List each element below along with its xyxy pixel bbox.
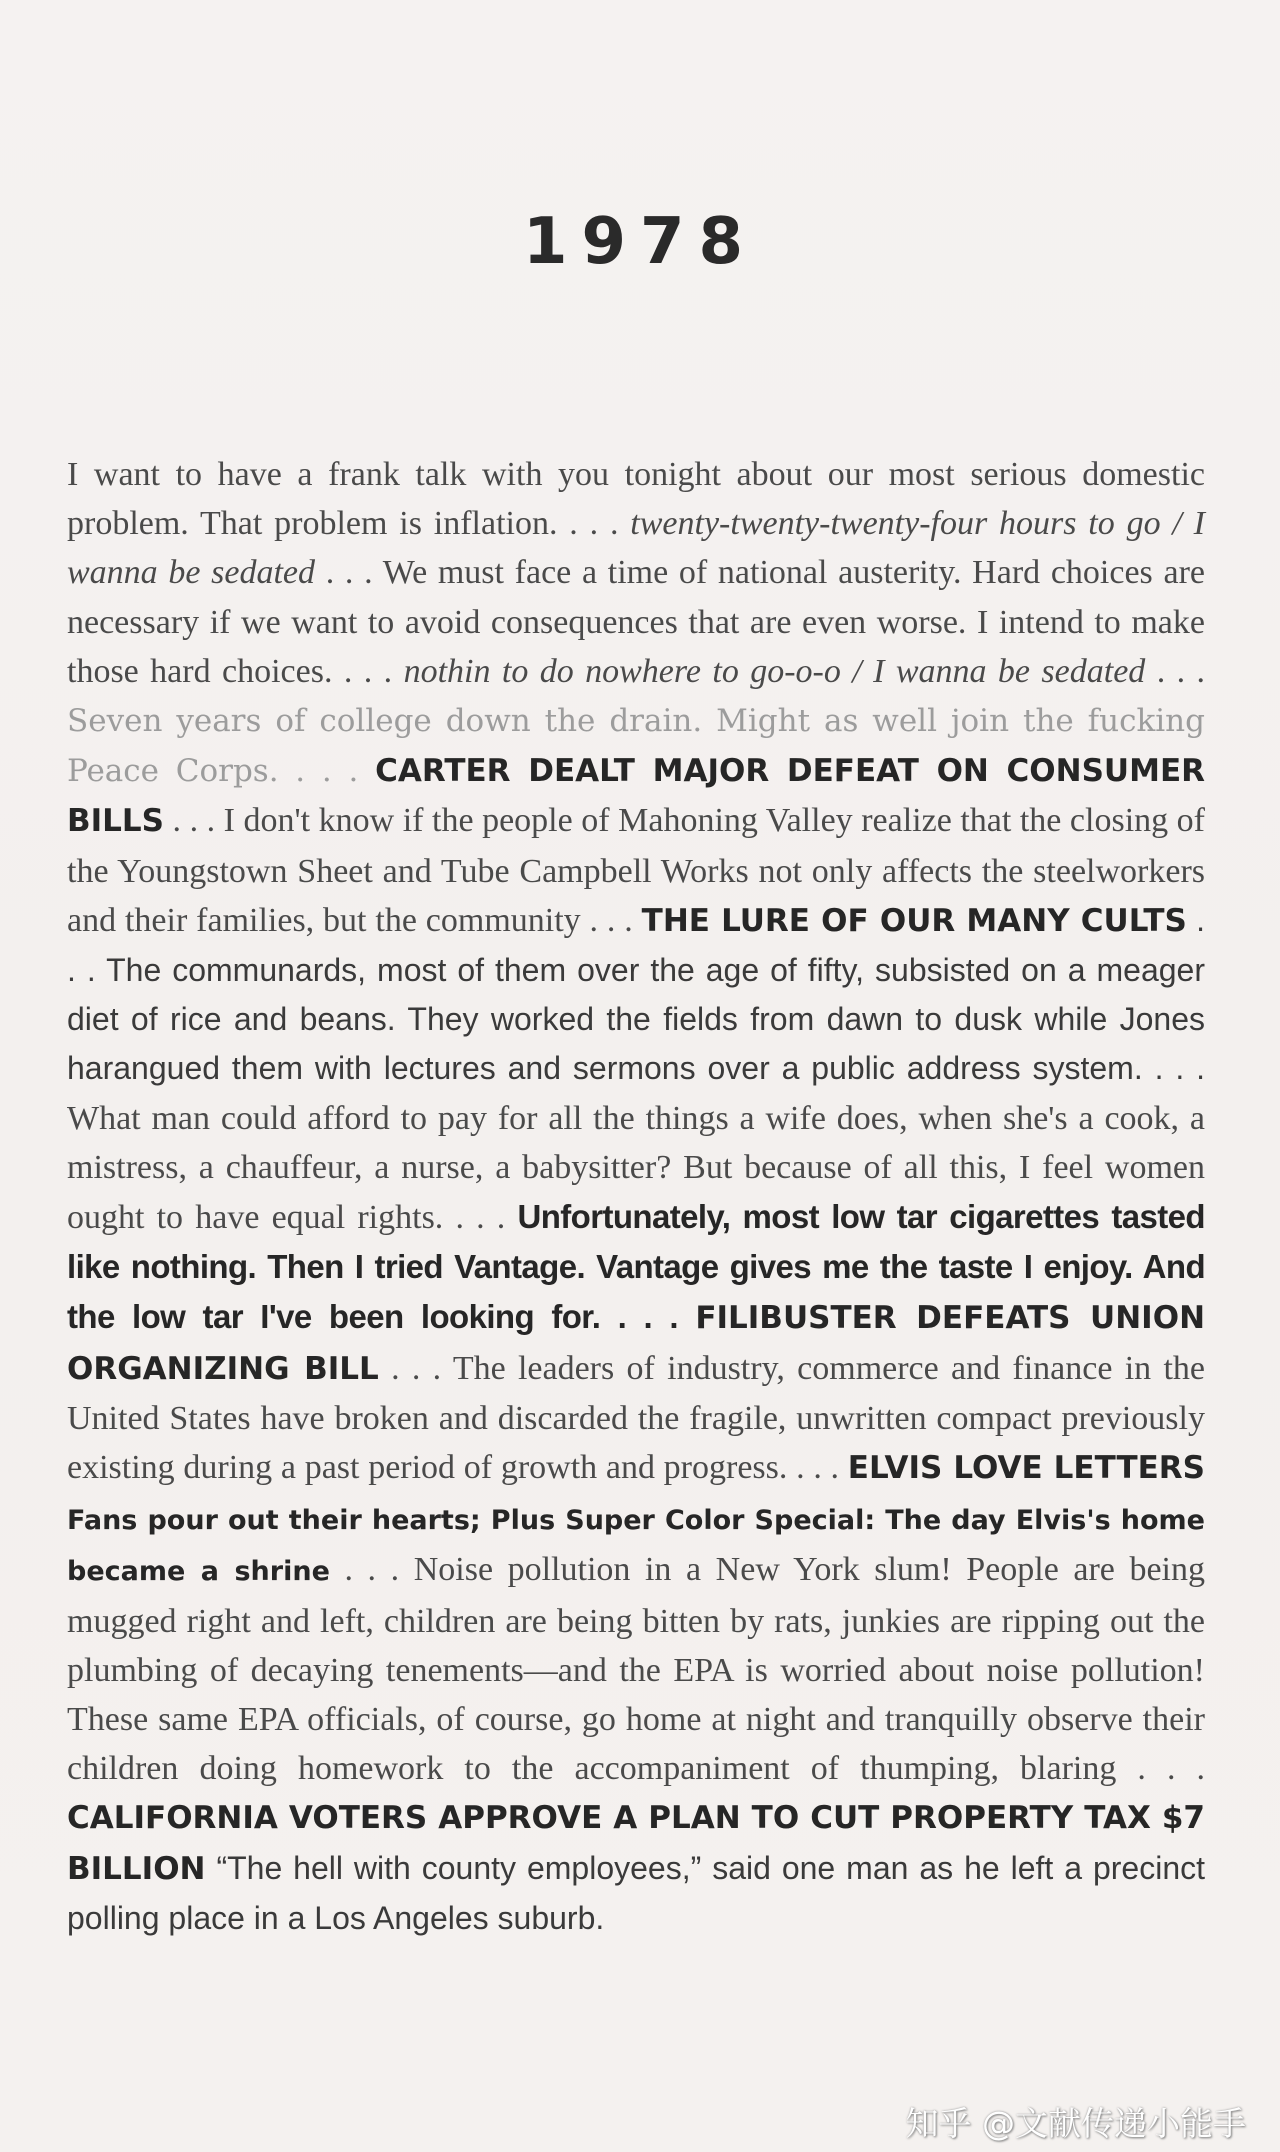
text-segment: . . . Noise pollution in a New York slum! People are being mugged right and left, children are being bitten by rats, junkies are ripping out the plumbing of decaying tenements—and the EPA is worried about noise pollution! These same EPA officials, of course, go home at night and tranquilly observe their children doing homework to the accompaniment of thumping, blaring . . .: [67, 1551, 1205, 1788]
text-segment: . . .: [1145, 652, 1206, 690]
text-segment: I want to have a frank talk with you tonight about our most serious domestic problem. That problem is inflation. . . .: [67, 456, 1205, 543]
headline-segment: ELVIS LOVE LETTERS: [847, 1450, 1205, 1487]
headline-segment: CARTER DEALT MAJOR DEFEAT ON CONSUMER BILLS: [67, 753, 1205, 840]
watermark: 知乎 @文献传递小能手: [905, 2104, 1246, 2143]
faint-text-segment: Seven years of college down the drain. Might as well join the fucking Peace Corps. . . .: [67, 703, 1205, 790]
song-lyric-segment: nothin to do nowhere to go-o-o / I wanna be sedated: [403, 652, 1146, 690]
sans-text-segment: . . . The communards, most of them over the age of fifty, subsisted on a meager diet of rice and beans. They worked the fields from dawn to dusk while Jones harangued them with lectures and sermons over a public address system. . . .: [67, 901, 1206, 1087]
headline-segment: FILIBUSTER DEFEATS UNION ORGANIZING BILL: [67, 1300, 1206, 1387]
chapter-body-text: [67, 450, 1205, 1943]
subheadline-segment: Fans pour out their hearts; Plus Super Color Special: The day Elvis's home became a shrine: [67, 1505, 1205, 1588]
song-lyric-segment: twenty-twenty-twenty-four hours to go / I wanna be sedated: [67, 505, 1206, 592]
sans-text-segment: “The hell with county employees,” said one man as he left a precinct polling place in a Los Angeles suburb.: [67, 1849, 1205, 1936]
text-segment: . . . We must face a time of national austerity. Hard choices are necessary if we want to avoid consequences that are even worse. I intend to make those hard choices. . . .: [67, 554, 1205, 690]
text-segment: . . . I don't know if the people of Mahoning Valley realize that the closing of the Youngstown Sheet and Tube Campbell Works not only affects the steelworkers and their families, but the community . . .: [67, 802, 1205, 939]
text-segment: What man could afford to pay for all the things a wife does, when she's a cook, a mistress, a chauffeur, a nurse, a babysitter? But because of all this, I feel women ought to have equal rights. . . .: [67, 1099, 1205, 1237]
headline-segment: THE LURE OF OUR MANY CULTS: [641, 902, 1187, 939]
advertisement-segment: Unfortunately, most low tar cigarettes tasted like nothing. Then I tried Vantage. Vantage gives me the taste I enjoy. And the low tar I've been looking for. . . .: [67, 1198, 1205, 1336]
text-segment: . . . The leaders of industry, commerce and finance in the United States have broken and discarded the fragile, unwritten compact previously existing during a past period of growth and progress. . . .: [67, 1349, 1205, 1487]
chapter-year-heading: 1978: [522, 205, 758, 279]
headline-segment: CALIFORNIA VOTERS APPROVE A PLAN TO CUT PROPERTY TAX $7 BILLION: [67, 1800, 1205, 1887]
